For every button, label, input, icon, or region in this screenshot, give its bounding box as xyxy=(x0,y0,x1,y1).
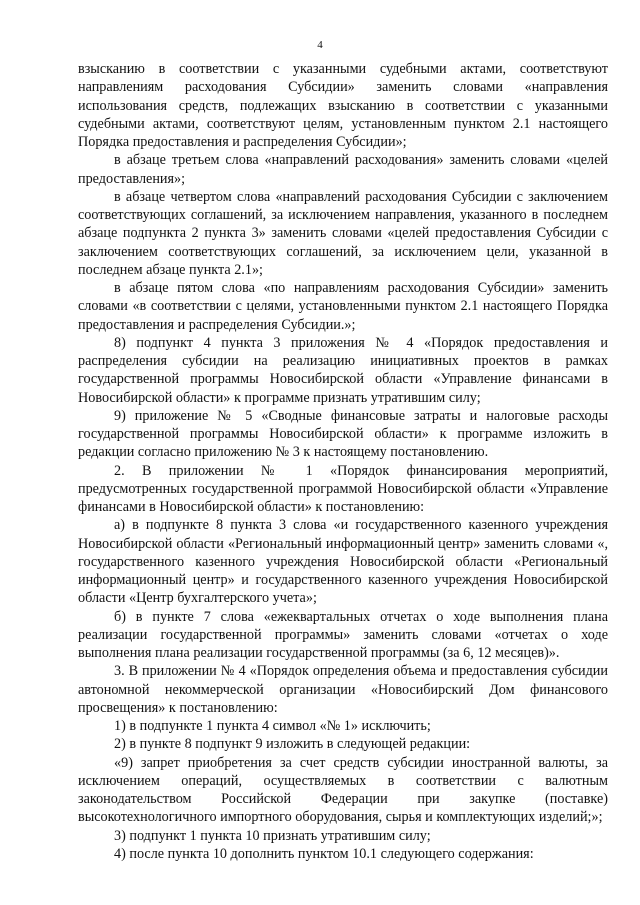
paragraph-11: 1) в подпункте 1 пункта 4 символ «№ 1» исключить; xyxy=(114,718,431,734)
paragraph-3: в абзаце четвертом слова «направлений расходования Субсидии с заключением соответствующих соглашений, за исключением направления, указанного в последнем абзаце подпункта 2 пункта 3» заменить словами «целей предоставления Субсидии с заключением соответствующих соглашений, за исключением цели, указанной в последнем абзаце пункта 2.1»; xyxy=(78,188,608,278)
paragraph-1: взысканию в соответствии с указанными судебными актами, соответствуют направлениям расходования Субсидии» заменить словами «направления использования средств, подлежащих взысканию в соответствии с указанными судебными актами, соответствуют целям, установленным пунктом 2.1 настоящего Порядка предоставления и распределения Субсидии»; xyxy=(78,61,608,150)
paragraph-13: «9) запрет приобретения за счет средств субсидии иностранной валюты, за исключением операций, осуществляемых в соответствии с валютным законодательством Российской Федерации при закупке (поставке) высокотехнологичного импортного оборудования, сырья и комплектующих изделий;»; xyxy=(78,754,608,826)
document-body xyxy=(78,60,608,863)
paragraph-6: 9) приложение № 5 «Сводные финансовые затраты и налоговые расходы государственной программы Новосибирской области» к программе изложить в редакции согласно приложению № 3 к настоящему постановлению. xyxy=(78,407,608,461)
paragraph-14: 3) подпункт 1 пункта 10 признать утратившим силу; xyxy=(114,827,431,844)
paragraph-5: 8) подпункт 4 пункта 3 приложения № 4 «Порядок предоставления и распределения субсидии на реализацию инициативных проектов в рамках государственной программы Новосибирской области «Управление финансами в Новосибирской области» к программе признать утратившим силу; xyxy=(78,334,608,406)
paragraph-8: а) в подпункте 8 пункта 3 слова «и государственного казенного учреждения Новосибирской области «Региональный информационный центр» заменить словами «, государственного казенного учреждения Новосибирской области «Региональный информационный центр» и государственного казенного учреждения Новосибирской области «Центр бухгалтерского учета»; xyxy=(78,517,608,607)
paragraph-12: 2) в пункте 8 подпункт 9 изложить в следующей редакции: xyxy=(114,736,471,753)
paragraph-10: 3. В приложении № 4 «Порядок определения объема и предоставления субсидии автономной некоммерческой организации «Новосибирский Дом финансового просвещения» к постановлению: xyxy=(78,663,608,716)
paragraph-4: в абзаце пятом слова «по направлениям расходования Субсидии» заменить словами «в соответствии с целями, установленными пунктом 2.1 настоящего Порядка предоставления и распределения Субсидии.»; xyxy=(78,280,608,333)
paragraph-15: 4) после пункта 10 дополнить пунктом 10.1 следующего содержания: xyxy=(114,845,534,862)
page-number: 4 xyxy=(317,39,323,51)
paragraph-9: б) в пункте 7 слова «ежеквартальных отчетах о ходе выполнения плана реализации государственной программы» заменить словами «отчетах о ходе выполнения плана реализации государственной программы (за 6, 12 месяцев)». xyxy=(78,608,608,661)
paragraph-2: в абзаце третьем слова «направлений расходования» заменить словами «целей предоставления»; xyxy=(78,152,608,187)
paragraph-7: 2. В приложении № 1 «Порядок финансирования мероприятий, предусмотренных государственной программой Новосибирской области «Управление финансами в Новосибирской области» к постановлению: xyxy=(78,462,608,515)
